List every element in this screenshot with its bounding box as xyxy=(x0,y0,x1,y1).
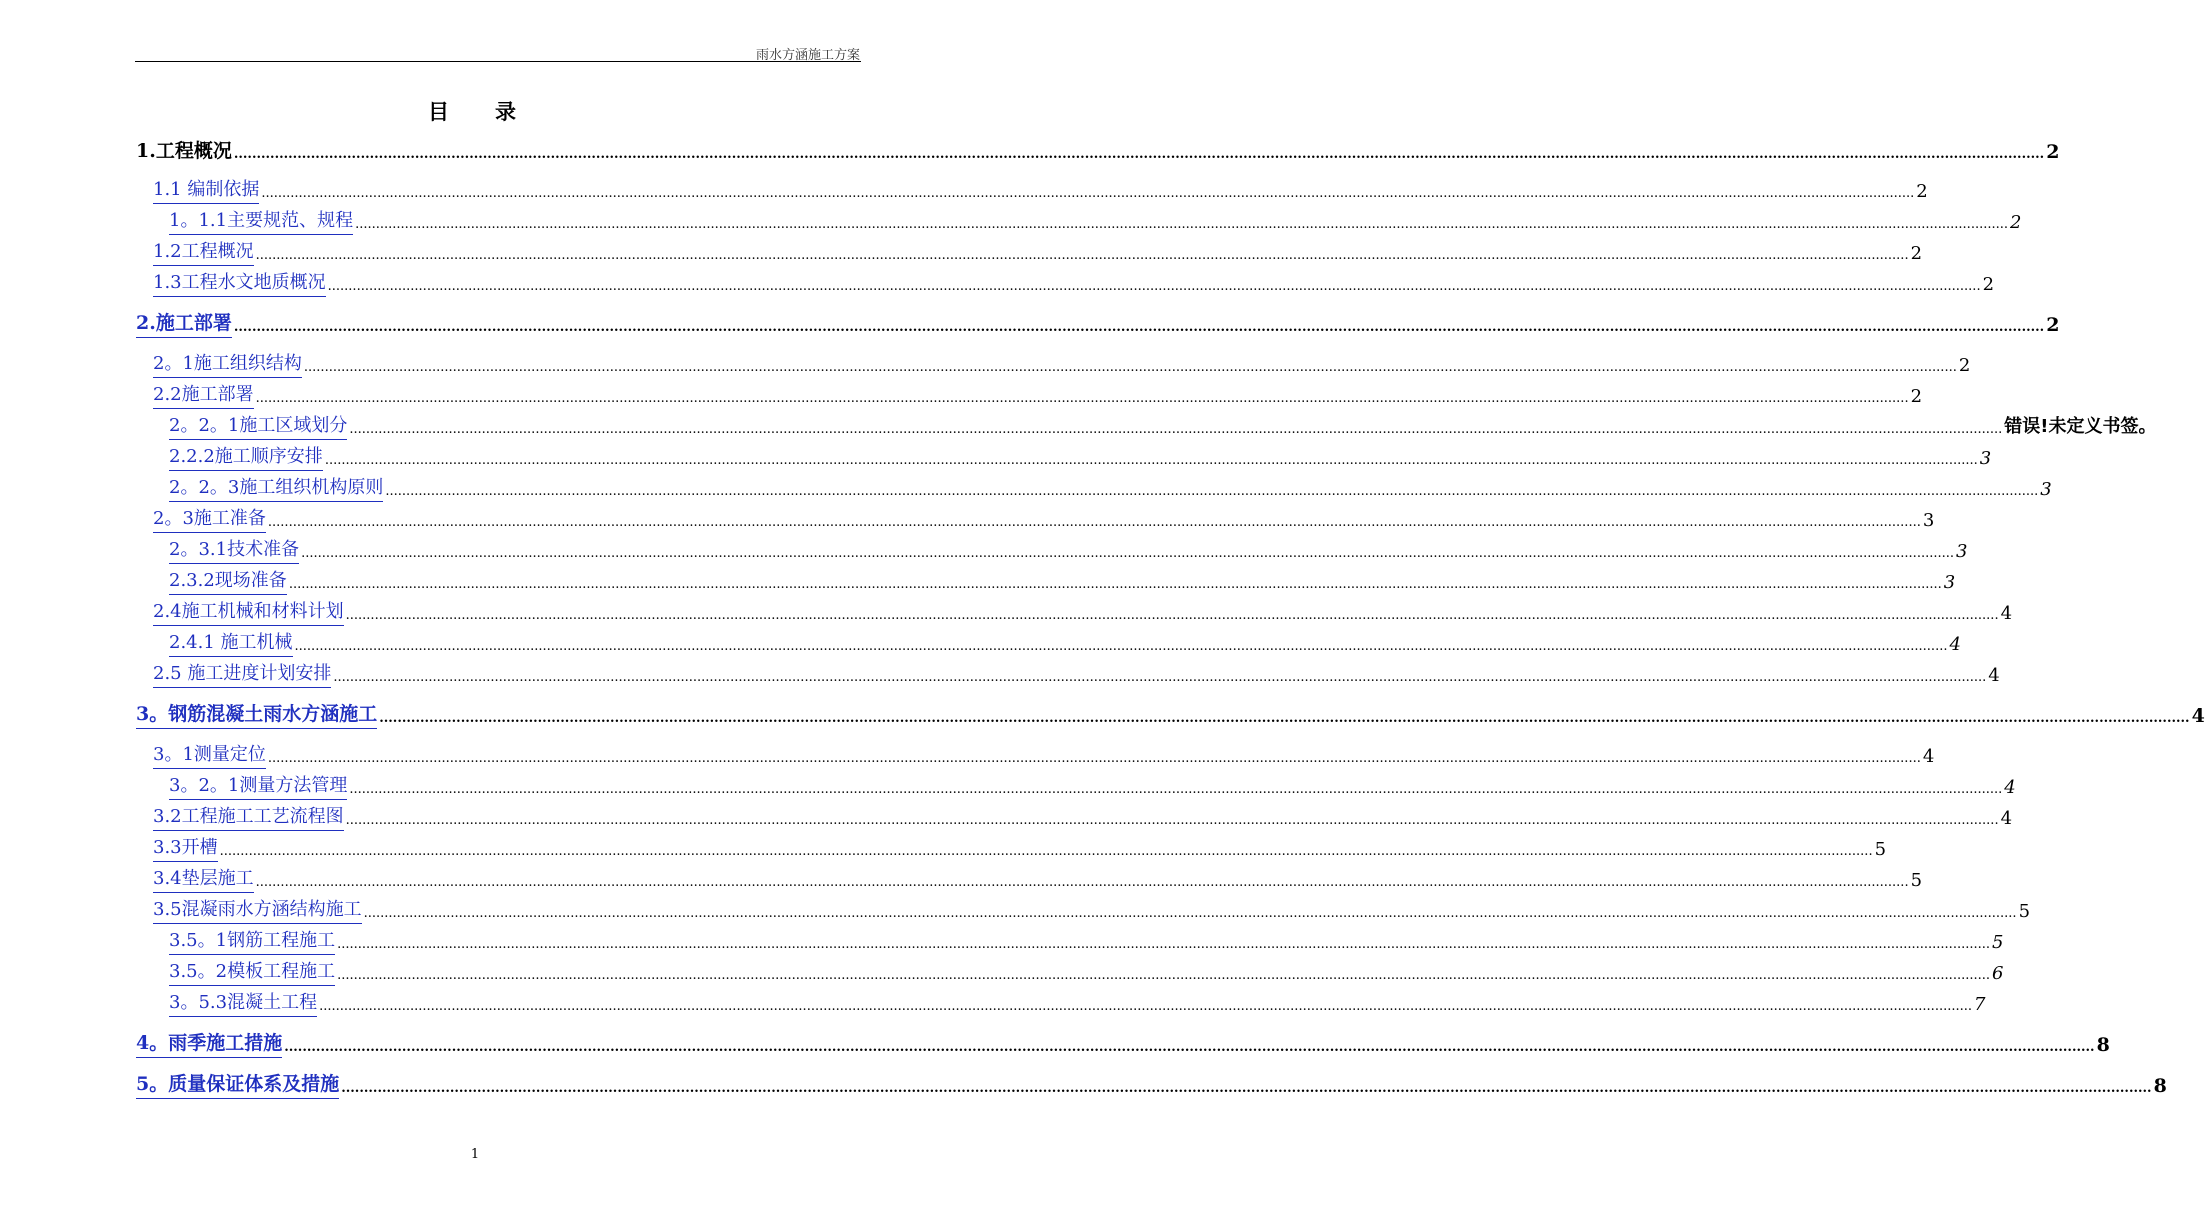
toc-entry-page: 2 xyxy=(1910,386,1923,407)
toc-entry-label[interactable]: 2。3施工准备 xyxy=(153,504,266,533)
toc-leader-dots: ................................................................................................................................................................................................................................................................................................................................................................................................................ xyxy=(345,813,1999,828)
toc-entry-page: 3 xyxy=(2040,479,2052,500)
toc-title: 目录 xyxy=(428,99,562,124)
toc-entry-page: 2 xyxy=(1958,355,1971,376)
toc-leader-dots: ................................................................................................................................................................................................................................................................................................................................................................................................................ xyxy=(337,937,1991,952)
toc-leader-dots: ................................................................................................................................................................................................................................................................................................................................................................................................................ xyxy=(327,279,1981,294)
toc-entry[interactable] xyxy=(153,271,1995,297)
toc-entry[interactable] xyxy=(153,898,2031,924)
toc-entry[interactable] xyxy=(169,774,2016,800)
toc-leader-dots: ................................................................................................................................................................................................................................................................................................................................................................................................................ xyxy=(233,147,2045,162)
toc-leader-dots: ................................................................................................................................................................................................................................................................................................................................................................................................................ xyxy=(341,1081,2152,1096)
toc-entry-label[interactable]: 5。质量保证体系及措施 xyxy=(136,1069,339,1099)
toc-entry[interactable] xyxy=(169,209,2022,235)
toc-entry-label[interactable]: 2.施工部署 xyxy=(136,308,232,338)
toc-leader-dots: ................................................................................................................................................................................................................................................................................................................................................................................................................ xyxy=(255,248,1909,263)
toc-entry-page: 5 xyxy=(2018,901,2031,922)
toc-entry[interactable] xyxy=(169,631,1961,657)
toc-entry-page: 4 xyxy=(2000,808,2013,829)
toc-entry-label[interactable]: 3。2。1测量方法管理 xyxy=(169,771,347,800)
toc-entry-page: 5 xyxy=(1874,839,1887,860)
toc-leader-dots: ................................................................................................................................................................................................................................................................................................................................................................................................................ xyxy=(255,875,1909,890)
toc-entry[interactable] xyxy=(136,312,2060,338)
toc-leader-dots: ................................................................................................................................................................................................................................................................................................................................................................................................................ xyxy=(233,320,2045,335)
toc-leader-dots: ................................................................................................................................................................................................................................................................................................................................................................................................................ xyxy=(333,670,1987,685)
toc-entry-page: 3 xyxy=(1956,541,1968,562)
toc-entry-page: 4 xyxy=(1922,746,1935,767)
toc-entry-page: 4 xyxy=(2004,777,2016,798)
toc-entry-page: 错误!未定义书签。 xyxy=(2004,416,2157,437)
toc-entry-label[interactable]: 2。1施工组织结构 xyxy=(153,349,302,378)
toc-entry-label[interactable]: 1.工程概况 xyxy=(136,140,232,162)
toc-leader-dots: ................................................................................................................................................................................................................................................................................................................................................................................................................ xyxy=(385,484,2039,499)
toc-entry-page: 3 xyxy=(1979,448,1992,469)
toc-leader-dots: ................................................................................................................................................................................................................................................................................................................................................................................................................ xyxy=(363,906,2017,921)
toc-entry-page: 6 xyxy=(1992,963,2004,984)
toc-entry-page: 2 xyxy=(1982,274,1995,295)
toc-entry-label[interactable]: 1.3工程水文地质概况 xyxy=(153,268,326,297)
toc-entry-page: 5 xyxy=(1910,870,1923,891)
toc-entry[interactable] xyxy=(169,445,1992,471)
toc-leader-dots: ................................................................................................................................................................................................................................................................................................................................................................................................................ xyxy=(301,546,1955,561)
toc-leader-dots: ................................................................................................................................................................................................................................................................................................................................................................................................................ xyxy=(379,711,2190,726)
toc-entry-label[interactable]: 2。2。1施工区域划分 xyxy=(169,411,347,440)
toc-leader-dots: ................................................................................................................................................................................................................................................................................................................................................................................................................ xyxy=(345,608,1999,623)
toc-entry[interactable] xyxy=(169,538,1968,564)
toc-entry[interactable] xyxy=(153,867,1923,893)
toc-entry[interactable] xyxy=(153,352,1971,378)
toc-entry-label[interactable]: 3.5。1钢筋工程施工 xyxy=(169,926,335,955)
toc-leader-dots: ................................................................................................................................................................................................................................................................................................................................................................................................................ xyxy=(267,751,1921,766)
toc-entry-label[interactable]: 3.4垫层施工 xyxy=(153,864,254,893)
toc-entry[interactable] xyxy=(153,662,2000,688)
toc-entry[interactable] xyxy=(153,805,2013,831)
toc-entry[interactable] xyxy=(169,476,2052,502)
toc-leader-dots: ................................................................................................................................................................................................................................................................................................................................................................................................................ xyxy=(219,844,1873,859)
toc-leader-dots: ................................................................................................................................................................................................................................................................................................................................................................................................................ xyxy=(303,360,1957,375)
toc-entry[interactable] xyxy=(169,414,2157,440)
toc-entry-page: 4 xyxy=(1949,634,1961,655)
toc-leader-dots: ................................................................................................................................................................................................................................................................................................................................................................................................................ xyxy=(319,999,1973,1014)
toc-entry[interactable] xyxy=(169,569,1956,595)
footer-page-number: 1 xyxy=(470,1147,480,1162)
toc-leader-dots: ................................................................................................................................................................................................................................................................................................................................................................................................................ xyxy=(349,422,2003,437)
toc-leader-dots: ................................................................................................................................................................................................................................................................................................................................................................................................................ xyxy=(255,391,1909,406)
toc-entry-label[interactable]: 3.5混凝雨水方涵结构施工 xyxy=(153,895,362,924)
toc-entry[interactable] xyxy=(136,1073,2167,1099)
toc-entry-page: 2 xyxy=(2046,314,2060,336)
toc-leader-dots: ................................................................................................................................................................................................................................................................................................................................................................................................................ xyxy=(284,1040,2095,1055)
toc-entry-label[interactable]: 2.2施工部署 xyxy=(153,380,254,409)
toc-entry-label[interactable]: 2.4施工机械和材料计划 xyxy=(153,597,344,626)
toc-entry-page: 3 xyxy=(1943,572,1956,593)
toc-entry-label[interactable]: 4。雨季施工措施 xyxy=(136,1028,282,1058)
toc-entry-label[interactable]: 1.2工程概况 xyxy=(153,237,254,266)
toc-entry-label[interactable]: 1。1.1主要规范、规程 xyxy=(169,206,353,235)
toc-leader-dots: ................................................................................................................................................................................................................................................................................................................................................................................................................ xyxy=(261,186,1915,201)
toc-entry[interactable] xyxy=(136,139,2060,165)
toc-entry-page: 4 xyxy=(2191,705,2205,727)
toc-entry-page: 7 xyxy=(1974,994,1986,1015)
toc-entry-page: 3 xyxy=(1922,510,1935,531)
toc-leader-dots: ................................................................................................................................................................................................................................................................................................................................................................................................................ xyxy=(355,217,2009,232)
toc-entry-label[interactable]: 3。钢筋混凝土雨水方涵施工 xyxy=(136,699,377,729)
toc-entry-label[interactable]: 2。2。3施工组织机构原则 xyxy=(169,473,383,502)
toc-entry[interactable] xyxy=(153,383,1923,409)
toc-entry-label[interactable]: 3.2工程施工工艺流程图 xyxy=(153,802,344,831)
toc-entry[interactable] xyxy=(153,600,2013,626)
toc-entry-label[interactable]: 3。1测量定位 xyxy=(153,740,266,769)
header-title: 雨水方涵施工方案 xyxy=(755,48,860,63)
toc-entry-page: 2 xyxy=(2046,141,2060,163)
toc-entry-label[interactable]: 3.5。2模板工程施工 xyxy=(169,957,335,986)
toc-leader-dots: ................................................................................................................................................................................................................................................................................................................................................................................................................ xyxy=(294,639,1948,654)
toc-entry-label[interactable]: 2.3.2现场准备 xyxy=(169,566,287,595)
toc-entry[interactable] xyxy=(153,743,1935,769)
toc-entry[interactable] xyxy=(169,929,2004,955)
toc-entry-page: 5 xyxy=(1992,932,2004,953)
toc-entry-label[interactable]: 2.4.1 施工机械 xyxy=(169,628,293,657)
toc-entry-label[interactable]: 2.2.2施工顺序安排 xyxy=(169,442,323,471)
toc-entry-page: 8 xyxy=(2153,1075,2167,1097)
toc-leader-dots: ................................................................................................................................................................................................................................................................................................................................................................................................................ xyxy=(267,515,1921,530)
toc-entry-page: 8 xyxy=(2096,1034,2110,1056)
toc-entry[interactable] xyxy=(136,1032,2110,1058)
toc-leader-dots: ................................................................................................................................................................................................................................................................................................................................................................................................................ xyxy=(349,782,2003,797)
toc-entry[interactable] xyxy=(169,960,2004,986)
toc-entry[interactable] xyxy=(169,991,1986,1017)
toc-leader-dots: ................................................................................................................................................................................................................................................................................................................................................................................................................ xyxy=(337,968,1991,983)
toc-entry[interactable] xyxy=(153,836,1887,862)
toc-entry[interactable] xyxy=(153,507,1935,533)
header-rule xyxy=(135,61,861,62)
toc-entry[interactable] xyxy=(153,240,1923,266)
toc-entry-page: 2 xyxy=(1916,181,1928,202)
toc-entry-label[interactable]: 3。5.3混凝土工程 xyxy=(169,988,317,1017)
toc-leader-dots: ................................................................................................................................................................................................................................................................................................................................................................................................................ xyxy=(324,453,1978,468)
toc-entry[interactable] xyxy=(136,703,2205,729)
toc-entry[interactable] xyxy=(153,178,1928,204)
toc-leader-dots: ................................................................................................................................................................................................................................................................................................................................................................................................................ xyxy=(288,577,1942,592)
toc-entry-page: 2 xyxy=(2010,212,2022,233)
toc-entry-label[interactable]: 2。3.1技术准备 xyxy=(169,535,299,564)
toc-entry-page: 4 xyxy=(1988,665,2000,686)
toc-entry-label[interactable]: 2.5 施工进度计划安排 xyxy=(153,659,331,688)
toc-entry-page: 2 xyxy=(1910,243,1923,264)
toc-entry-page: 4 xyxy=(2000,603,2013,624)
toc-entry-label[interactable]: 3.3开槽 xyxy=(153,833,218,862)
toc-entry-label[interactable]: 1.1 编制依据 xyxy=(153,175,259,204)
